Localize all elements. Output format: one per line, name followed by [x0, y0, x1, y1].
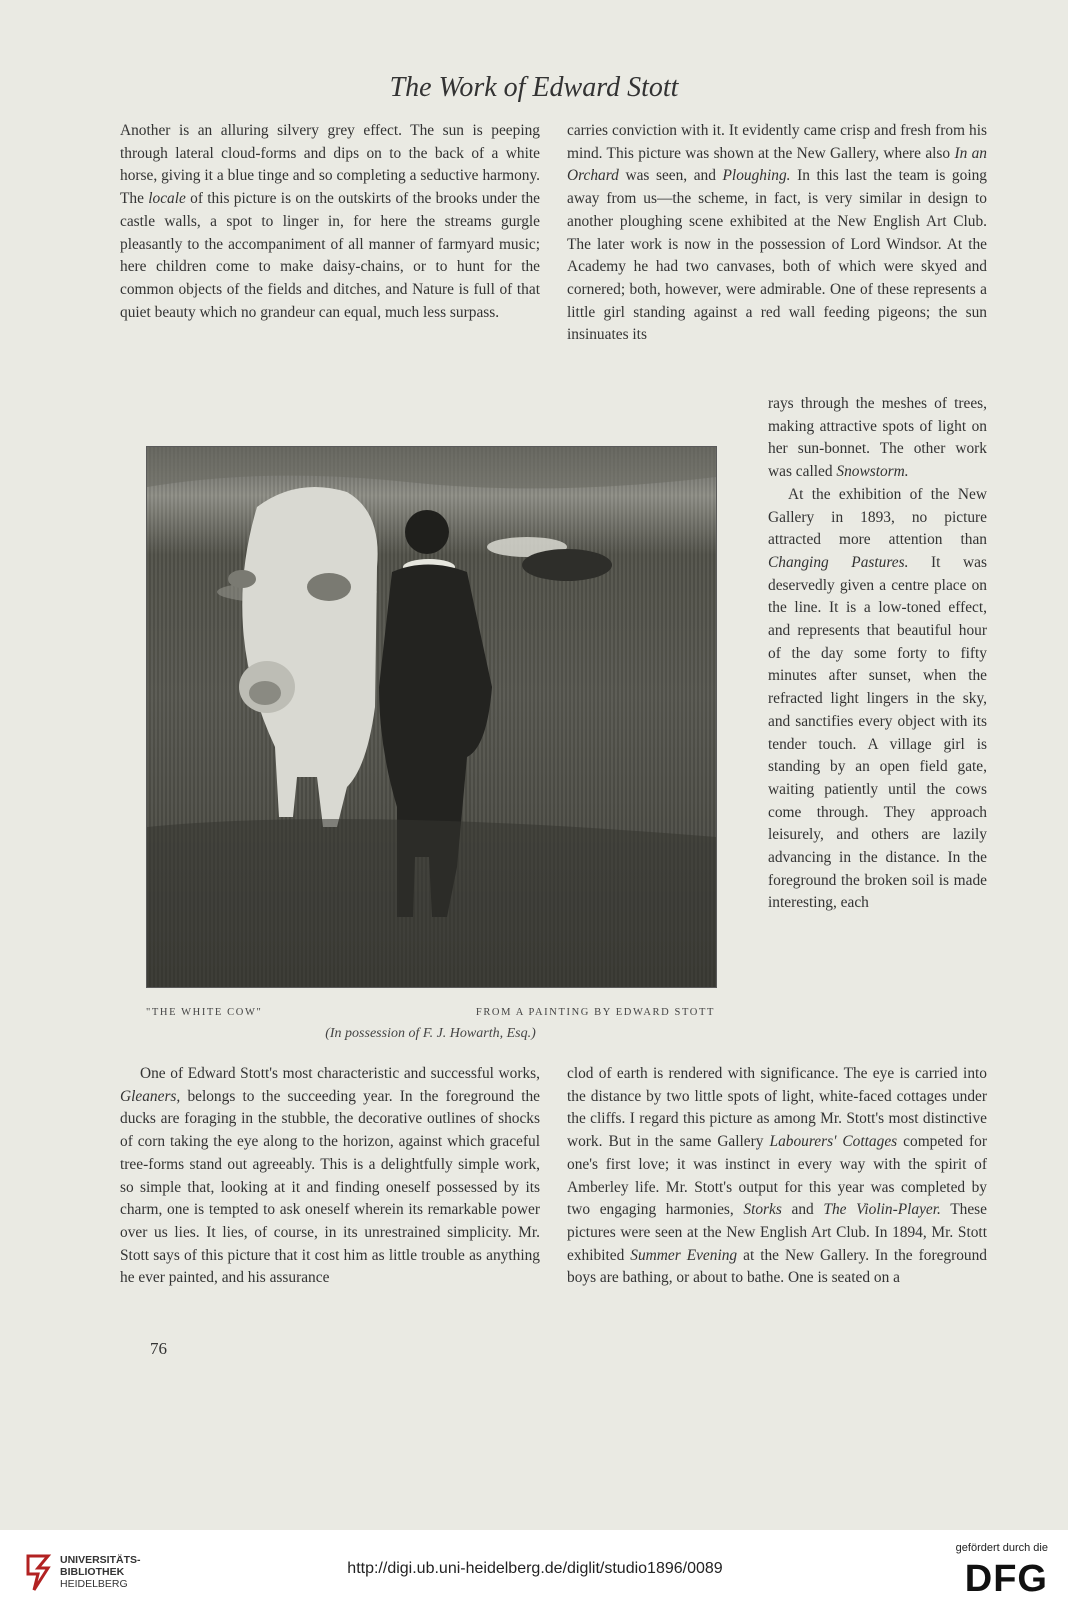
funded-by-label: gefördert durch die: [955, 1542, 1048, 1554]
artwork-title: Storks: [743, 1201, 782, 1219]
text-run: These pictures were seen at the New English Art Club. In 1894, Mr. Stott exhibited: [567, 1201, 988, 1264]
paragraph: [768, 393, 987, 484]
page-number: 76: [150, 1339, 167, 1358]
artwork-title: Ploughing.: [722, 167, 791, 185]
text-run: clod of earth is rendered with significance. The eye is carried into the distance by two little spots of light, white-faced cottages under the cliffs. I regard this picture as among Mr. Stott's most distinctive work. But in the same Gallery: [567, 1065, 987, 1151]
artwork-title: Changing Pastures.: [768, 553, 909, 571]
caption-title: "THE WHITE COW": [146, 1007, 263, 1018]
text-run: carries conviction with it. It evidently came crisp and fresh from his mind. This picture was shown at the New Gallery, where also: [567, 122, 987, 162]
paragraph: [120, 1063, 540, 1290]
column-right-bottom: [567, 1063, 987, 1290]
library-name: [60, 1554, 141, 1590]
painting-image: [147, 447, 716, 987]
artwork-title: The Violin-Player.: [823, 1201, 941, 1219]
artwork-title: Snowstorm.: [836, 463, 909, 481]
library-name-line: UNIVERSITÄTS-: [60, 1554, 141, 1566]
library-logo-icon: [24, 1554, 54, 1592]
dfg-logo: DFG: [964, 1558, 1048, 1600]
artwork-title: Labourers' Cottages: [769, 1133, 898, 1151]
text-run: was seen, and: [618, 167, 723, 185]
paragraph: [567, 1063, 987, 1290]
text-run: at the New Gallery. In the foreground boys are bathing, or about to bathe. One is seated on a: [567, 1246, 987, 1287]
illustration-caption: [146, 1007, 715, 1025]
caption-credit: FROM A PAINTING BY EDWARD STOTT: [475, 1007, 715, 1018]
column-right-wrap: [768, 393, 987, 915]
emphasis: locale: [148, 190, 186, 208]
artwork-title: In an Orchard: [567, 144, 987, 185]
paragraph: [120, 120, 540, 324]
text-run: and: [781, 1201, 824, 1219]
text-run: belongs to the succeeding year. In the foreground the ducks are foraging in the stubble, the decorative outlines of shocks of corn taking the eye along to the horizon, against which graceful tree-forms stand out agreeably. This is a delightfully simple work, so simple that, looking at it and finding oneself possessed by its charm, one is tempted to ask oneself wherein its remarkable power over us lies. It lies, of course, in its unrestrained simplicity. Mr. Stott says of this picture that it cost him as little trouble as anything he ever painted, and his assurance: [120, 1087, 540, 1287]
column-right-top: [567, 120, 987, 347]
text-run: One of Edward Stott's most characteristic and successful works,: [140, 1065, 540, 1082]
digitization-footer: [0, 1530, 1068, 1615]
library-name-line: BIBLIOTHEK: [60, 1566, 125, 1578]
text-run: rays through the meshes of trees, making attractive spots of light on her sun-bonnet. The other work was called: [768, 395, 987, 481]
text-run: It was deservedly given a centre place on the line. It is a low-toned effect, and represents that beautiful hour of the day some forty to fifty minutes after sunset, when the refracted light lingers in the sky, and sanctifies every object with its tender touch. A village girl is standing by an open field gate, waiting patiently until the cows come through. They approach leisurely, and others are lazily advancing in the distance. In the foreground the broken soil is made interesting, each: [768, 553, 987, 912]
text-run: Another is an alluring silvery grey effect. The sun is peeping through lateral cloud-forms and dips on to the back of a white horse, giving it a blue tinge and so completing a seductive harmony. The locale of this picture is on the outskirts of the brooks under the castle walls, a spot to linger in, for here the streams gurgle pleasantly to the accompaniment of all manner of farmyard music; here children come to make daisy-chains, or to hunt for the common objects of the fields and ditches, and Nature is full of that quiet beauty which no grandeur can equal, much less surpass.: [120, 122, 540, 321]
library-name-line: HEIDELBERG: [60, 1578, 128, 1590]
text-run: At the exhibition of the New Gallery in 1893, no picture attracted more attention than: [768, 485, 987, 549]
source-url-link[interactable]: http://digi.ub.uni-heidelberg.de/diglit/studio1896/0089: [347, 1560, 723, 1577]
caption-possession: (In possession of F. J. Howarth, Esq.): [325, 1026, 536, 1041]
illustration-white-cow: [146, 446, 717, 988]
artwork-title: Summer Evening: [630, 1246, 738, 1264]
text-run: competed for one's first love; it was instinct in every way with the spirit of Amberley life. Mr. Stott's output for this year was completed by two engaging harmonies,: [567, 1133, 987, 1219]
artwork-title: Gleaners,: [120, 1087, 181, 1105]
paragraph: [768, 484, 987, 915]
paragraph: [567, 120, 987, 347]
column-left-top: [120, 120, 540, 324]
running-head: The Work of Edward Stott: [389, 72, 679, 103]
column-left-bottom: [120, 1063, 540, 1290]
text-run: In this last the team is going away from us—the scheme, in fact, is very similar in design to another ploughing scene exhibited at the New English Art Club. The later work is now in the possession of Lord Windsor. At the Academy he had two canvases, both of which were skyed and cornered; both, however, were admirable. One of these represents a little girl standing against a red wall feeding pigeons; the sun insinuates its: [567, 167, 987, 344]
